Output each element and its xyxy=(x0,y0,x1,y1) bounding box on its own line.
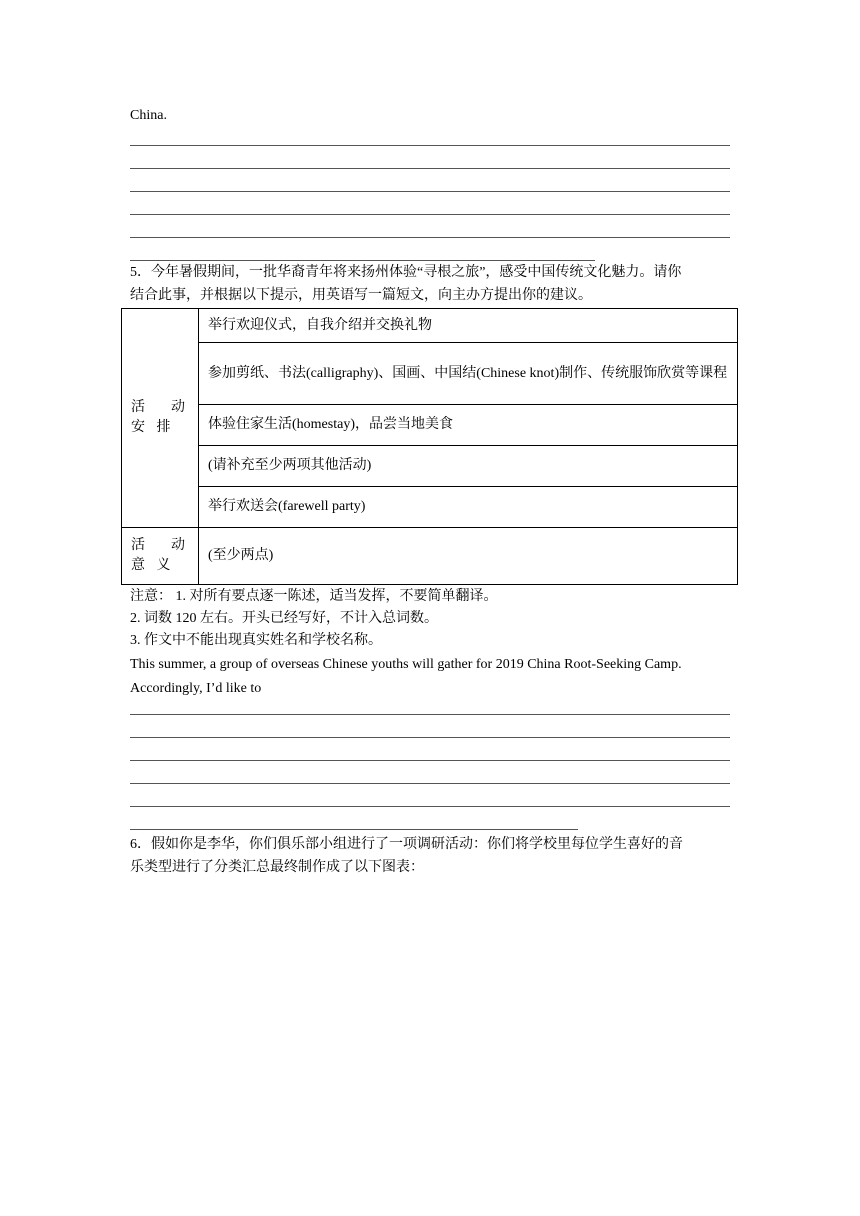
activity-item: (请补充至少两项其他活动) xyxy=(199,446,738,487)
activity-item: 举行欢送会(farewell party) xyxy=(199,487,738,528)
continued-answer-text: China. xyxy=(130,108,167,123)
activity-item: 体验住家生活(homestay)，品尝当地美食 xyxy=(199,405,738,446)
note-line: 2. 词数 120 左右。开头已经写好，不计入总词数。 xyxy=(130,611,438,626)
question-5-prompt-line-2: 结合此事，并根据以下提示，用英语写一篇短文，向主办方提出你的建议。 xyxy=(130,288,592,303)
question-6-prompt-line-1: 6．假如你是李华，你们俱乐部小组进行了一项调研活动：你们将学校里每位学生喜好的音 xyxy=(130,837,683,852)
activity-item: 举行欢迎仪式，自我介绍并交换礼物 xyxy=(199,309,738,343)
answer-line xyxy=(130,714,730,715)
answer-line xyxy=(130,214,730,215)
activity-meaning-value: (至少两点) xyxy=(199,528,738,585)
answer-line xyxy=(130,237,730,238)
activity-item: 参加剪纸、书法(calligraphy)、国画、中国结(Chinese knot)制作、传统服饰欣赏等课程 xyxy=(199,343,738,405)
answer-line xyxy=(130,806,730,807)
question-6-prompt-line-2: 乐类型进行了分类汇总最终制作成了以下图表： xyxy=(130,860,424,875)
note-line: 注意： 1. 对所有要点逐一陈述，适当发挥，不要简单翻译。 xyxy=(130,589,498,604)
essay-opening-line-2: Accordingly, I’d like to xyxy=(130,681,262,696)
activity-arrangement-label: 活 动 安 排 xyxy=(122,309,199,528)
answer-line xyxy=(130,145,730,146)
note-line: 3. 作文中不能出现真实姓名和学校名称。 xyxy=(130,633,382,648)
answer-line xyxy=(130,829,578,830)
answer-line xyxy=(130,783,730,784)
activity-plan-table xyxy=(121,308,738,585)
answer-line xyxy=(130,260,595,261)
question-5-prompt-line-1: 5．今年暑假期间，一批华裔青年将来扬州体验“寻根之旅”，感受中国传统文化魅力。请你 xyxy=(130,265,682,280)
answer-line xyxy=(130,760,730,761)
activity-meaning-label: 活 动 意 义 xyxy=(122,528,199,585)
answer-line xyxy=(130,191,730,192)
answer-line xyxy=(130,737,730,738)
essay-opening-line-1: This summer, a group of overseas Chinese youths will gather for 2019 China Root-Seeking Camp. xyxy=(130,657,682,672)
answer-line xyxy=(130,168,730,169)
